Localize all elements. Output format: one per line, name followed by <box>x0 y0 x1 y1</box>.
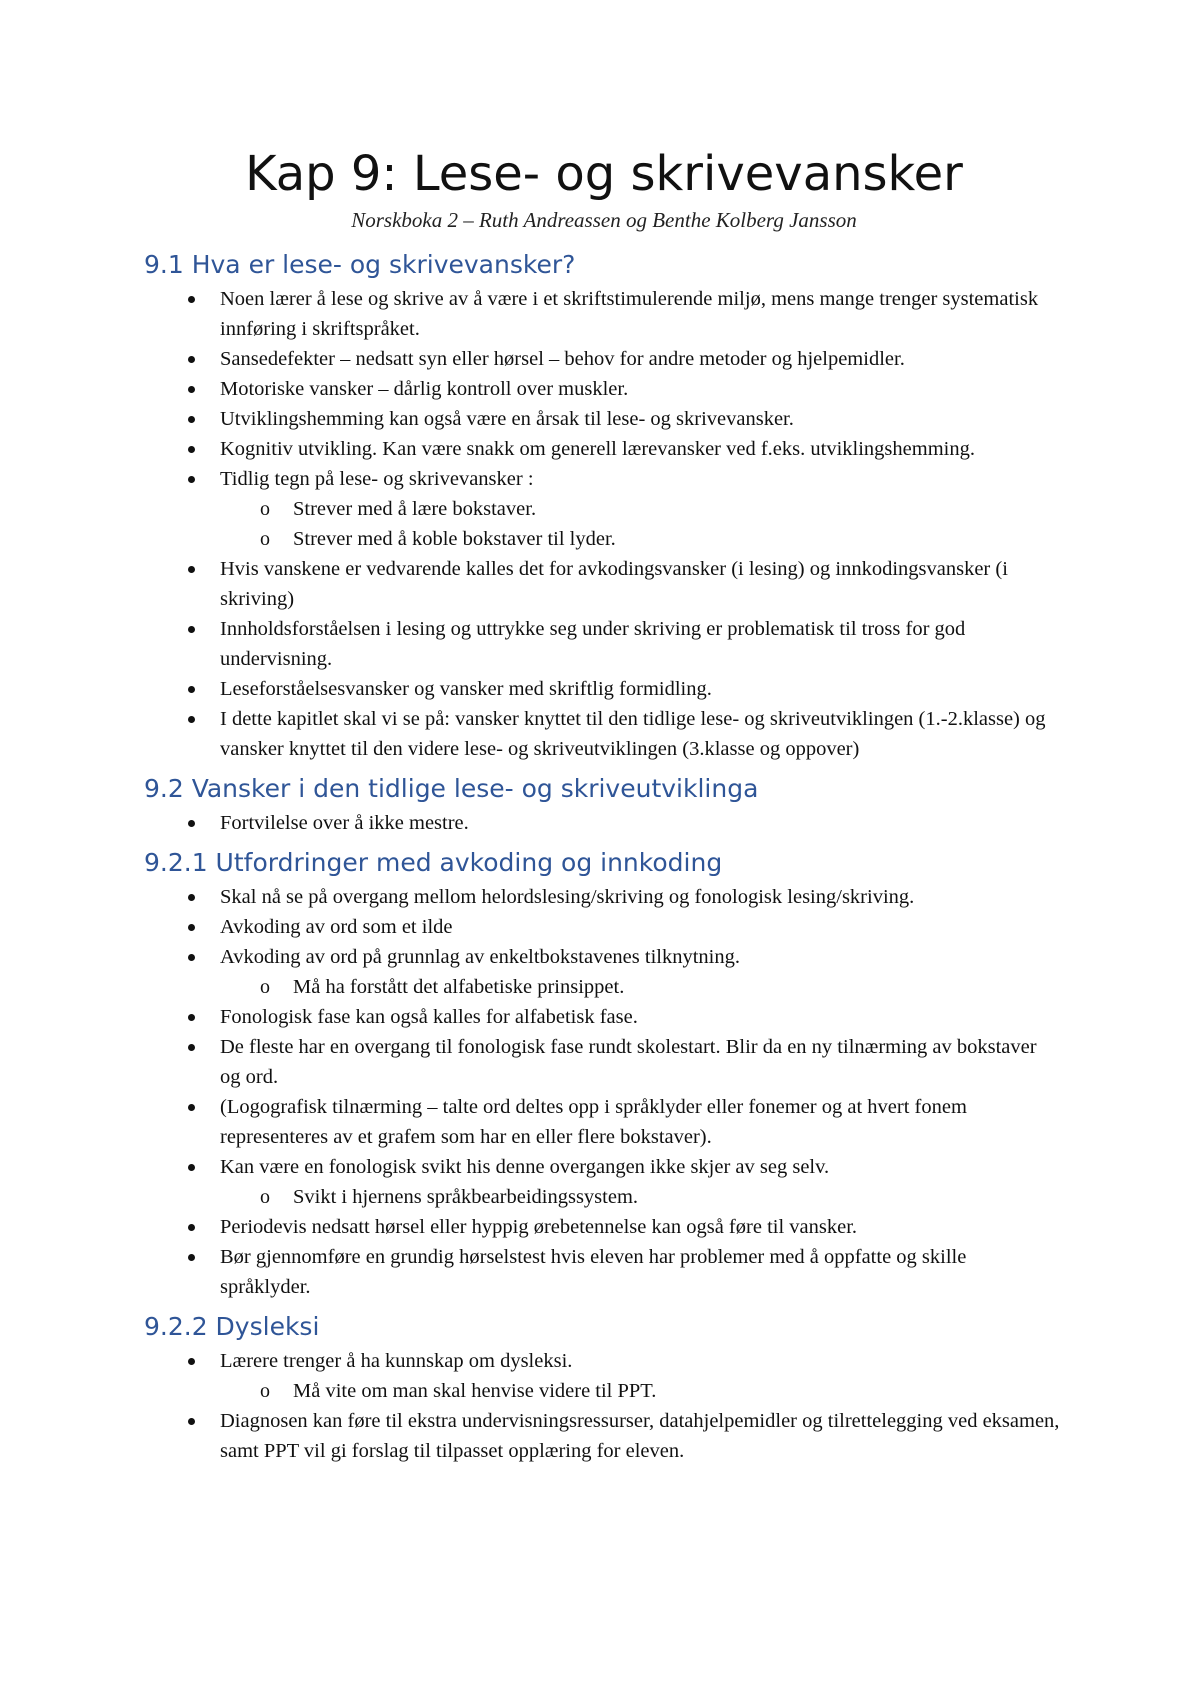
section-heading: 9.1 Hva er lese- og skrivevansker? <box>144 250 576 279</box>
list-item <box>148 404 1060 434</box>
list-item <box>148 882 1060 912</box>
list-item-text: Leseforståelsesvansker og vansker med skriftlig formidling. <box>220 678 712 700</box>
list-item-text: Avkoding av ord på grunnlag av enkeltbokstavenes tilknytning. <box>220 946 740 968</box>
list-item <box>148 1032 1060 1092</box>
list-item <box>148 374 1060 404</box>
list-item <box>148 704 1060 764</box>
list-item-text: Utviklingshemming kan også være en årsak til lese- og skrivevansker. <box>220 408 794 430</box>
section-heading: 9.2.1 Utfordringer med avkoding og innkoding <box>144 848 723 877</box>
list-item-text: Tidlig tegn på lese- og skrivevansker : <box>220 468 534 490</box>
list-item-text: Hvis vanskene er vedvarende kalles det for avkodingsvansker (i lesing) og innkodingsvansker (i skriving) <box>220 558 1008 610</box>
sub-list <box>220 1182 1060 1212</box>
document-subtitle: Norskboka 2 – Ruth Andreassen og Benthe Kolberg Jansson <box>351 208 857 232</box>
list-item <box>148 674 1060 704</box>
list-item-text: Kognitiv utvikling. Kan være snakk om generell lærevansker ved f.eks. utviklingshemming. <box>220 438 975 460</box>
list-item <box>148 1092 1060 1152</box>
bullet-list <box>148 284 1060 764</box>
section-heading: 9.2 Vansker i den tidlige lese- og skriveutviklinga <box>144 774 759 803</box>
bullet-list <box>148 808 1060 838</box>
list-item-text: De fleste har en overgang til fonologisk fase rundt skolestart. Blir da en ny tilnærming av bokstaver og ord. <box>220 1036 1037 1088</box>
bullet-list <box>148 1346 1060 1466</box>
list-item-text: Lærere trenger å ha kunnskap om dysleksi. <box>220 1350 573 1372</box>
list-item <box>148 1406 1060 1466</box>
list-item <box>148 1346 1060 1406</box>
list-item-text: Avkoding av ord som et ilde <box>220 916 453 938</box>
list-item <box>148 912 1060 942</box>
list-item <box>148 808 1060 838</box>
sub-list-item: o Må vite om man skal henvise videre til PPT. <box>220 1376 1060 1406</box>
sub-list-item: o Strever med å koble bokstaver til lyder. <box>220 524 1060 554</box>
list-item-text: Motoriske vansker – dårlig kontroll over muskler. <box>220 378 629 400</box>
list-item <box>148 942 1060 1002</box>
list-item-text: Kan være en fonologisk svikt his denne overgangen ikke skjer av seg selv. <box>220 1156 830 1178</box>
sub-list-item: o Svikt i hjernens språkbearbeidingssystem. <box>220 1182 1060 1212</box>
sub-list <box>220 1376 1060 1406</box>
sub-list-item: o Strever med å lære bokstaver. <box>220 494 1060 524</box>
list-item-text: I dette kapitlet skal vi se på: vansker knyttet til den tidlige lese- og skriveutviklingen (1.-2.klasse) og vansker knyttet til den videre lese- og skriveutviklingen (3.klasse og oppover) <box>220 708 1046 760</box>
list-item-text: Skal nå se på overgang mellom helordslesing/skriving og fonologisk lesing/skriving. <box>220 886 915 908</box>
section-heading: 9.2.2 Dysleksi <box>144 1312 320 1341</box>
list-item <box>148 344 1060 374</box>
list-item <box>148 1212 1060 1242</box>
list-item <box>148 554 1060 614</box>
list-item-text: Fortvilelse over å ikke mestre. <box>220 812 469 834</box>
list-item-text: Diagnosen kan føre til ekstra undervisningsressurser, datahjelpemidler og tilrettelegging ved eksamen, samt PPT vil gi forslag til tilpasset opplæring for eleven. <box>220 1410 1060 1462</box>
list-item <box>148 1152 1060 1212</box>
list-item-text: Innholdsforståelsen i lesing og uttrykke seg under skriving er problematisk til tross for god undervisning. <box>220 618 966 670</box>
sub-list-item: o Må ha forstått det alfabetiske prinsippet. <box>220 972 1060 1002</box>
bullet-list <box>148 882 1060 1302</box>
list-item-text: Sansedefekter – nedsatt syn eller hørsel – behov for andre metoder og hjelpemidler. <box>220 348 905 370</box>
list-item-text: Bør gjennomføre en grundig hørselstest hvis eleven har problemer med å oppfatte og skille språklyder. <box>220 1246 967 1298</box>
document-body <box>144 248 1060 1466</box>
list-item-text: Noen lærer å lese og skrive av å være i et skriftstimulerende miljø, mens mange trenger systematisk innføring i skriftspråket. <box>220 288 1039 340</box>
list-item-text: (Logografisk tilnærming – talte ord deltes opp i språklyder eller fonemer og at hvert fonem representeres av et grafem som har en eller flere bokstaver). <box>220 1096 967 1148</box>
list-item-text: Fonologisk fase kan også kalles for alfabetisk fase. <box>220 1006 638 1028</box>
list-item <box>148 1002 1060 1032</box>
list-item <box>148 1242 1060 1302</box>
sub-list <box>220 494 1060 554</box>
document-title: Kap 9: Lese- og skrivevansker <box>245 146 963 202</box>
list-item <box>148 464 1060 554</box>
list-item <box>148 434 1060 464</box>
list-item <box>148 614 1060 674</box>
sub-list <box>220 972 1060 1002</box>
list-item <box>148 284 1060 344</box>
list-item-text: Periodevis nedsatt hørsel eller hyppig ørebetennelse kan også føre til vansker. <box>220 1216 858 1238</box>
